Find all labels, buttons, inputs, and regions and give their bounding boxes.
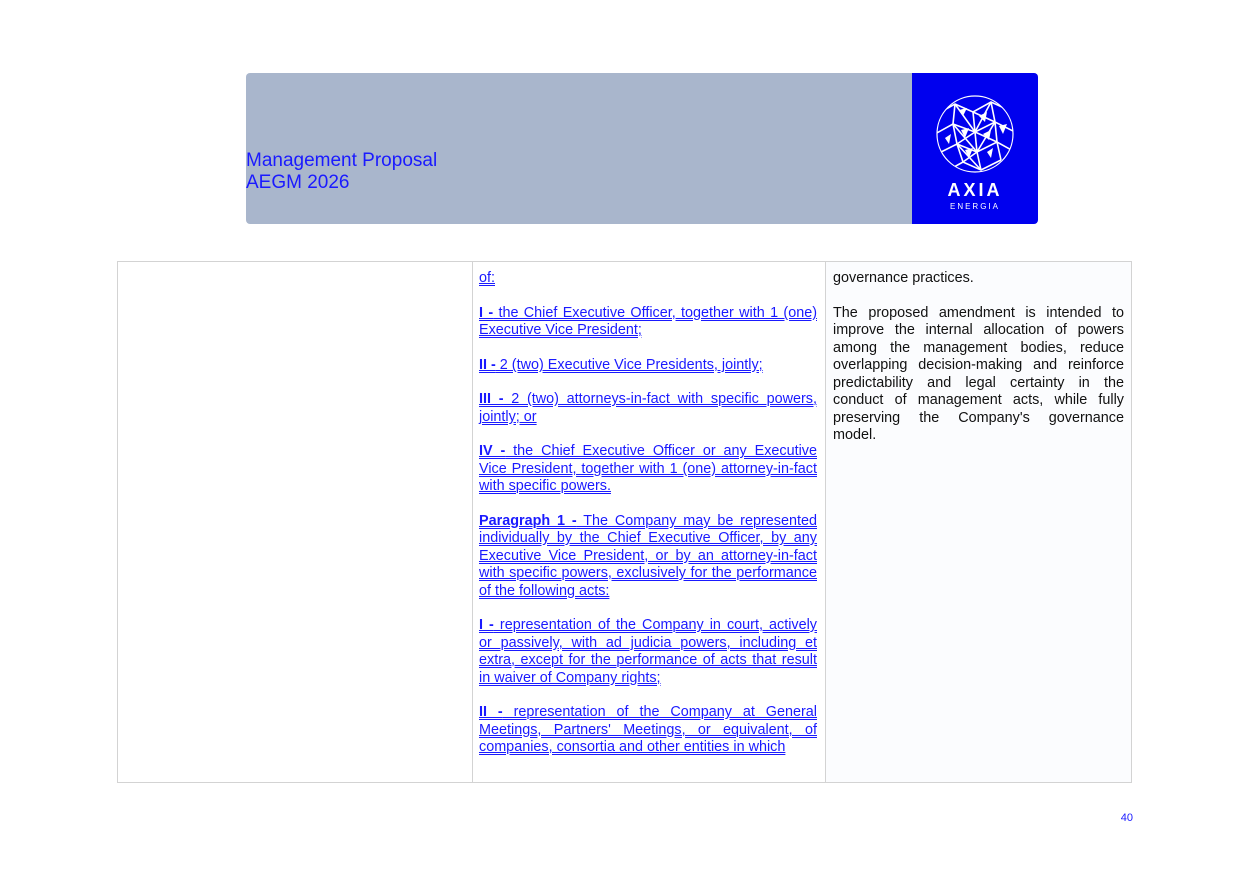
justification-paragraph: governance practices.	[833, 270, 974, 286]
geodesic-sphere-icon	[935, 94, 1015, 174]
company-logo	[912, 73, 1038, 224]
proposed-paragraph: I - the Chief Executive Officer, together with 1 (one) Executive Vice President;	[479, 304, 817, 338]
logo-subtitle: ENERGIA	[949, 202, 1000, 211]
logo-wordmark: AXIA	[947, 180, 1003, 200]
proposed-paragraph: I - representation of the Company in court, actively or passively, with ad judicia powers, including et extra, except for the performance of acts that result in waiver of Company rights;	[479, 617, 817, 686]
justification-body	[833, 270, 1124, 462]
proposed-text-body	[479, 270, 817, 774]
proposed-text-column	[472, 262, 826, 782]
proposed-paragraph: of:	[479, 270, 495, 286]
proposed-paragraph: Paragraph 1 - The Company may be represented individually by the Chief Executive Officer, by any Executive Vice President, or by an attorney-in-fact with specific powers, exclusively for the performance of the following acts:	[479, 512, 817, 599]
justification-paragraph: The proposed amendment is intended to improve the internal allocation of powers among the management bodies, reduce overlapping decision-making and reinforce predictability and legal certainty in the conduct of management acts, while fully preserving the Company's governance model.	[833, 304, 1124, 443]
page-number: 40	[1120, 812, 1133, 824]
comparison-table	[117, 261, 1132, 783]
proposed-paragraph: II - 2 (two) Executive Vice Presidents, jointly;	[479, 356, 763, 373]
justification-column	[826, 262, 1131, 782]
proposed-paragraph: IV - the Chief Executive Officer or any Executive Vice President, together with 1 (one) attorney-in-fact with specific powers.	[479, 443, 817, 494]
document-title	[246, 150, 437, 194]
title-line-2: AEGM 2026	[246, 172, 350, 193]
proposed-paragraph: II - representation of the Company at General Meetings, Partners' Meetings, or equivalent, of companies, consortia and other entities in which	[479, 704, 817, 755]
current-text-column	[118, 262, 473, 782]
title-line-1: Management Proposal	[246, 150, 438, 171]
header-band	[246, 73, 912, 224]
proposed-paragraph: III - 2 (two) attorneys-in-fact with specific powers, jointly; or	[479, 391, 817, 425]
